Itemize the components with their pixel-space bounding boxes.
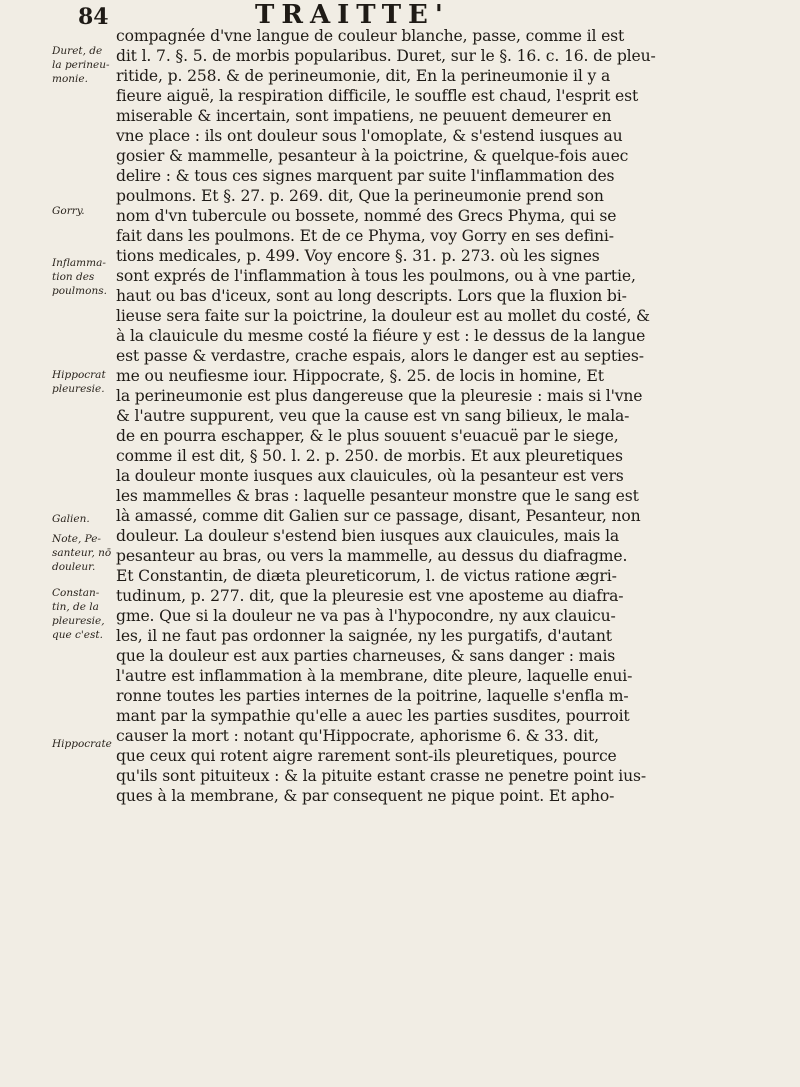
page-number: 84 (78, 4, 109, 30)
text-line: fait dans les poulmons. Et de ce Phyma, voy Gorry en ses defini- (116, 227, 614, 245)
text-line: haut ou bas d'iceux, sont au long descripts. Lors que la fluxion bi- (116, 287, 627, 305)
text-line: de en pourra eschapper, & le plus souuent s'euacuë par le siege, (116, 427, 619, 445)
text-line: pesanteur au bras, ou vers la mammelle, au dessus du diafragme. (116, 547, 628, 565)
text-line: la douleur monte iusques aux clauicules, où la pesanteur est vers (116, 467, 624, 485)
text-line: qu'ils sont pituiteux : & la pituite estant crasse ne penetre point ius- (116, 767, 646, 785)
text-line: gme. Que si la douleur ne va pas à l'hypocondre, ny aux clauicu- (116, 607, 616, 625)
text-line: ritide, p. 258. & de perineumonie, dit, En la perineumonie il y a (116, 67, 611, 85)
margin-note: Hippocrat pleuresie. (52, 369, 106, 395)
text-line: sont exprés de l'inflammation à tous les poulmons, ou à vne partie, (116, 267, 636, 285)
text-line: à la clauicule du mesme costé la fiéure y est : le dessus de la langue (116, 327, 646, 345)
text-line: fieure aiguë, la respiration difficile, le souffle est chaud, l'esprit est (116, 87, 639, 105)
text-line: compagnée d'vne langue de couleur blanche, passe, comme il est (116, 27, 625, 45)
text-line: les, il ne faut pas ordonner la saignée, ny les purgatifs, d'autant (116, 627, 612, 645)
text-line: dit l. 7. §. 5. de morbis popularibus. Duret, sur le §. 16. c. 16. de pleu- (116, 47, 656, 65)
text-line: nom d'vn tubercule ou bossete, nommé des Grecs Phyma, qui se (116, 207, 617, 225)
text-line: gosier & mammelle, pesanteur à la poictrine, & quelque-fois auec (116, 147, 629, 165)
running-title: TRAITTE' (255, 0, 450, 30)
text-line: me ou neufiesme iour. Hippocrate, §. 25. de locis in homine, Et (116, 367, 604, 385)
text-line: miserable & incertain, sont impatiens, ne peuuent demeurer en (116, 107, 612, 125)
text-line: tions medicales, p. 499. Voy encore §. 31. p. 273. où les signes (116, 247, 600, 265)
text-line: lieuse sera faite sur la poictrine, la douleur est au mollet du costé, & (116, 307, 650, 325)
margin-note: Inflamma- tion des poulmons. (52, 257, 107, 297)
margin-note: Duret, de la perineu- monie. (52, 45, 110, 85)
text-line: vne place : ils ont douleur sous l'omoplate, & s'estend iusques au (116, 127, 623, 145)
text-line: ques à la membrane, & par consequent ne pique point. Et apho- (116, 787, 615, 805)
text-line: & l'autre suppurent, veu que la cause est vn sang bilieux, le mala- (116, 407, 630, 425)
text-line: que ceux qui rotent aigre rarement sont-ils pleuretiques, pource (116, 747, 617, 765)
margin-note: Constan- tin, de la pleuresie, que c'est. (52, 587, 105, 641)
text-line: est passe & verdastre, crache espais, alors le danger est au septies- (116, 347, 644, 365)
margin-note: Galien. (52, 513, 90, 525)
text-line: la perineumonie est plus dangereuse que la pleuresie : mais si l'vne (116, 387, 643, 405)
text-line: poulmons. Et §. 27. p. 269. dit, Que la perineumonie prend son (116, 187, 604, 205)
text-line: douleur. La douleur s'estend bien iusques aux clauicules, mais la (116, 527, 620, 545)
text-line: là amassé, comme dit Galien sur ce passage, disant, Pesanteur, non (116, 507, 641, 525)
text-line: ronne toutes les parties internes de la poitrine, laquelle s'enfla m- (116, 687, 629, 705)
text-line: Et Constantin, de diæta pleureticorum, l. de victus ratione ægri- (116, 567, 617, 585)
text-line: tudinum, p. 277. dit, que la pleuresie est vne aposteme au diafra- (116, 587, 624, 605)
margin-note: Hippocrate (52, 738, 112, 750)
text-line: l'autre est inflammation à la membrane, dite pleure, laquelle enui- (116, 667, 633, 685)
text-line: delire : & tous ces signes marquent par suite l'inflammation des (116, 167, 615, 185)
margin-note: Gorry. (52, 205, 85, 217)
text-line: causer la mort : notant qu'Hippocrate, aphorisme 6. & 33. dit, (116, 727, 599, 745)
text-line: comme il est dit, § 50. l. 2. p. 250. de morbis. Et aux pleuretiques (116, 447, 623, 465)
margin-note: Note, Pe- santeur, nō douleur. (52, 533, 112, 573)
text-line: les mammelles & bras : laquelle pesanteur monstre que le sang est (116, 487, 639, 505)
text-line: que la douleur est aux parties charneuses, & sans danger : mais (116, 647, 616, 665)
text-line: mant par la sympathie qu'elle a auec les parties susdites, pourroit (116, 707, 630, 725)
